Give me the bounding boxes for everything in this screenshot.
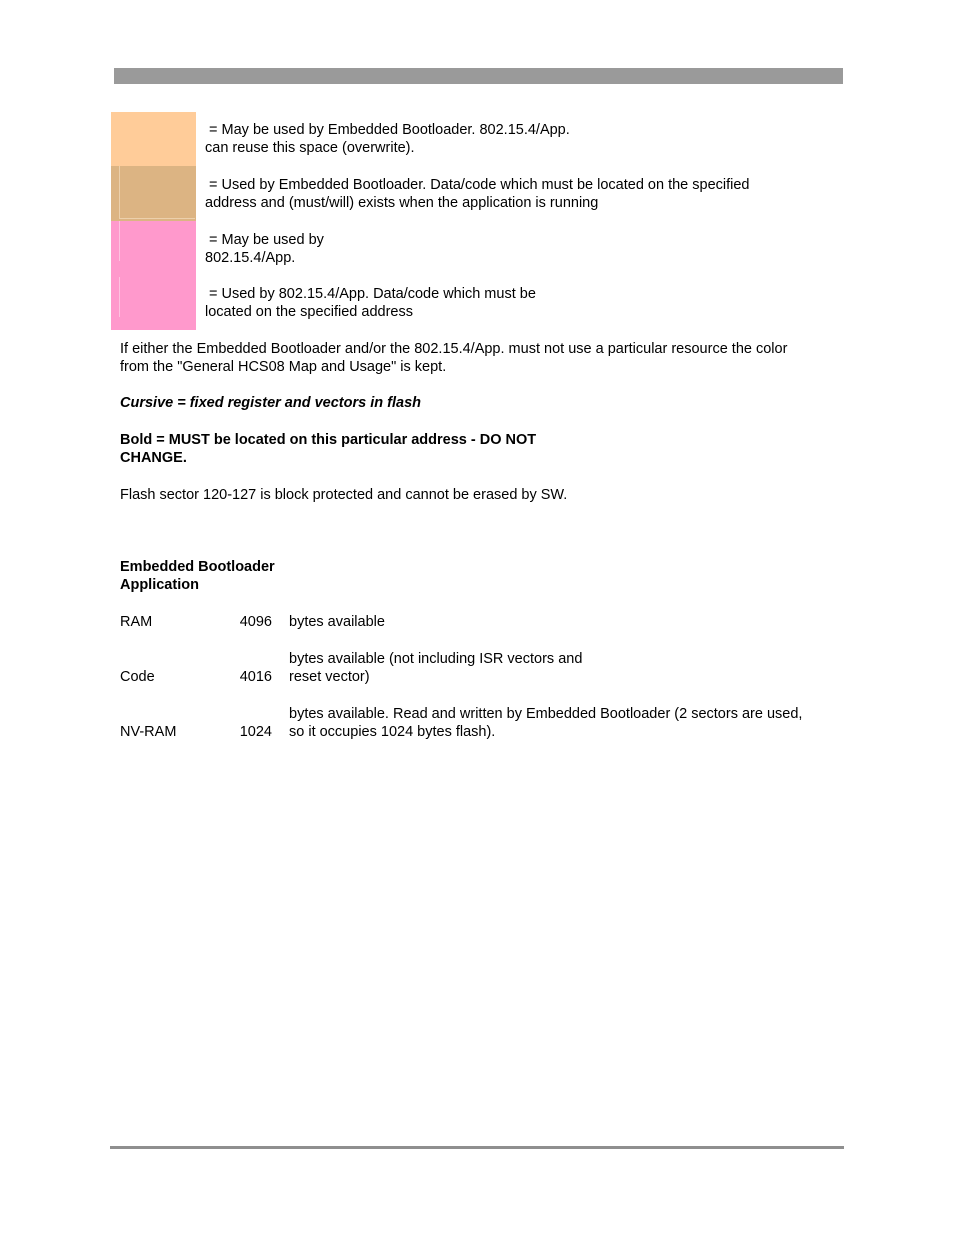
resource-value-code: 4016 xyxy=(239,669,272,685)
resource-name-ram: RAM xyxy=(120,614,153,630)
footer-rule xyxy=(110,1146,844,1149)
resource-value-ram: 4096 xyxy=(239,614,272,630)
cursive-note: Cursive = fixed register and vectors in flash xyxy=(120,395,421,411)
resource-name-code: Code xyxy=(120,669,155,685)
legend-text-used-bootloader: = Used by Embedded Bootloader. Data/code which must be located on the specified address and (must/will) exists when the application is running xyxy=(205,177,750,211)
flash-note: Flash sector 120-127 is block protected and cannot be erased by SW. xyxy=(120,487,568,503)
legend-text-may-bootloader: = May be used by Embedded Bootloader. 802.15.4/App. can reuse this space (overwrite). xyxy=(205,122,570,156)
resource-value-nvram: 1024 xyxy=(239,724,272,740)
legend-swatch-app xyxy=(111,221,196,330)
section-title: Embedded Bootloader Application xyxy=(120,559,275,593)
legend-swatch-may-bootloader xyxy=(111,112,196,166)
resource-desc-code: bytes available (not including ISR vectors and reset vector) xyxy=(289,651,583,685)
resource-color-paragraph: If either the Embedded Bootloader and/or the 802.15.4/App. must not use a particular resource the color from the "General HCS08 Map and Usage" is kept. xyxy=(120,341,788,375)
resource-desc-ram: bytes available xyxy=(289,614,385,630)
resource-desc-nvram: bytes available. Read and written by Embedded Bootloader (2 sectors are used, so it occupies 1024 bytes flash). xyxy=(289,706,803,740)
legend-text-may-app: = May be used by 802.15.4/App. xyxy=(205,232,324,266)
header-bar xyxy=(114,68,843,84)
resource-name-nvram: NV-RAM xyxy=(120,724,177,740)
legend-swatch-used-bootloader xyxy=(111,166,196,221)
legend-text-used-app: = Used by 802.15.4/App. Data/code which must be located on the specified address xyxy=(205,286,536,320)
bold-note: Bold = MUST be located on this particular address - DO NOT CHANGE. xyxy=(120,432,537,466)
